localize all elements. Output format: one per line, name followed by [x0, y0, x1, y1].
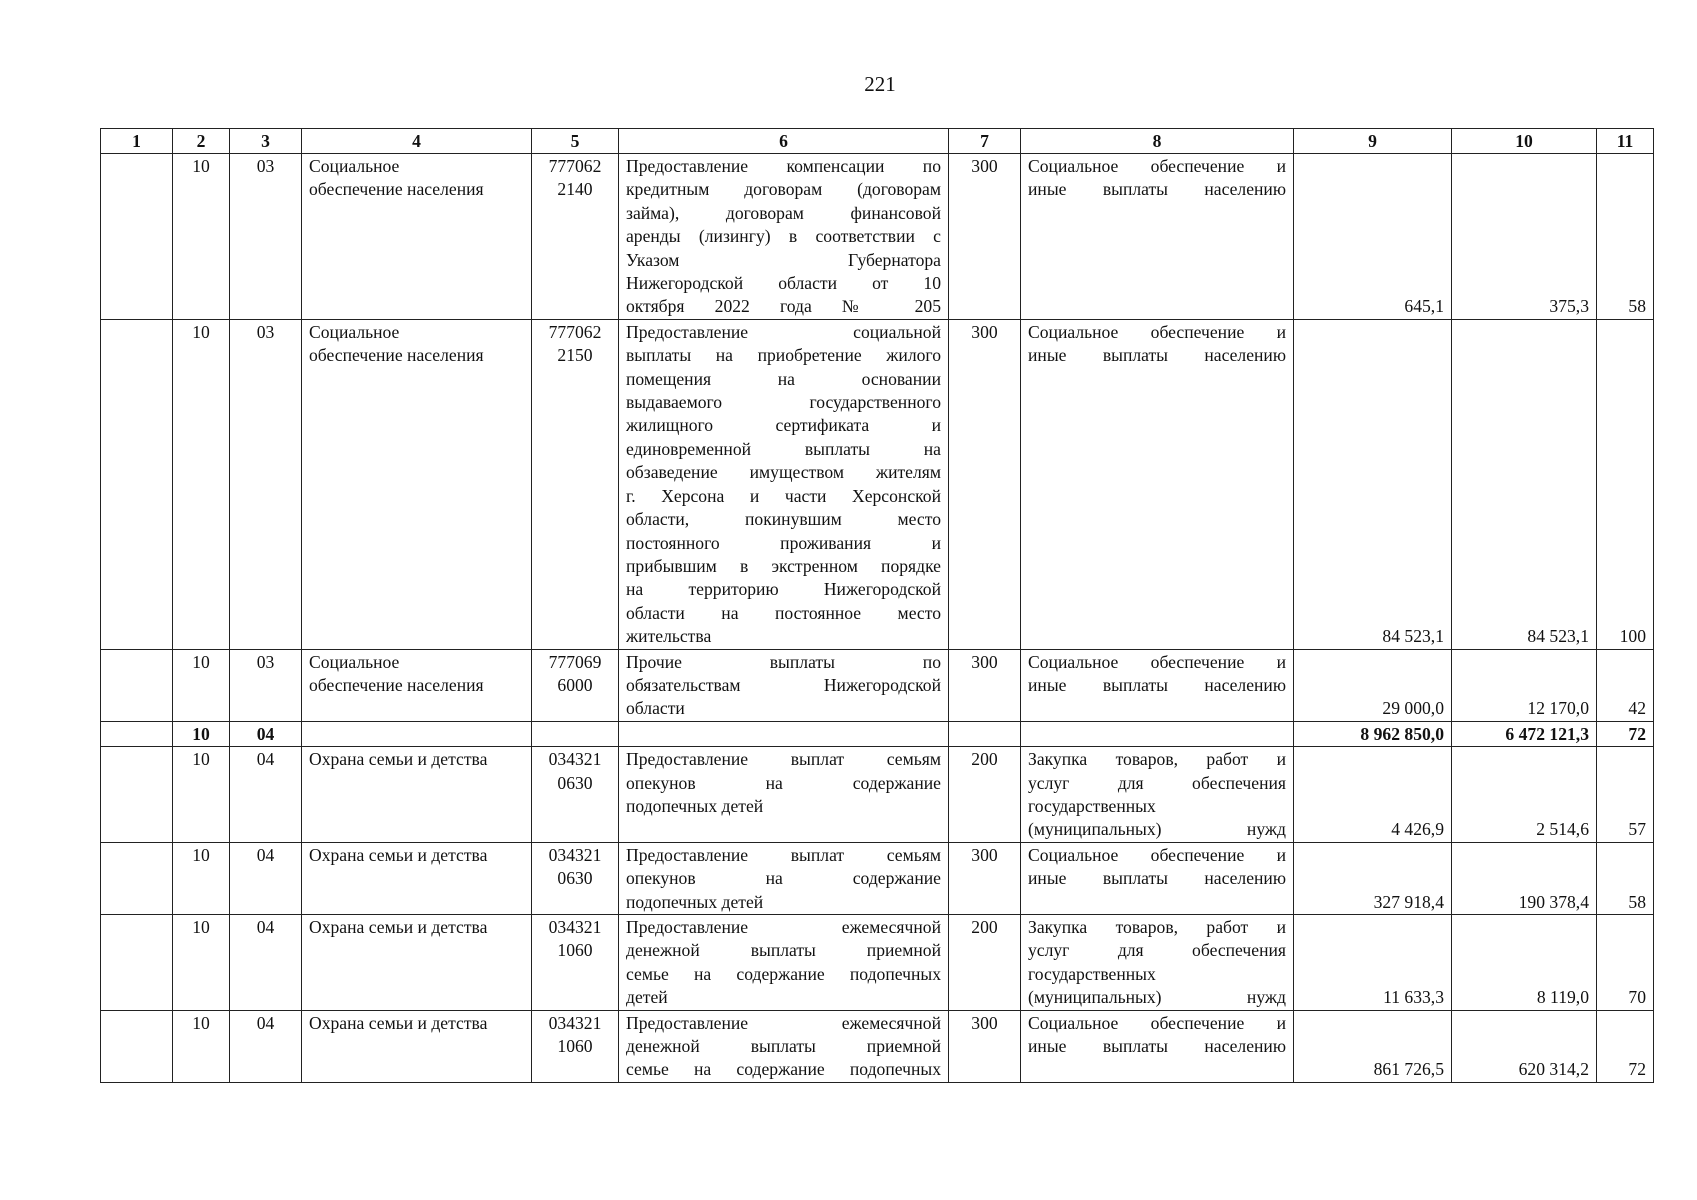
text-line: выдаваемого государственного: [626, 392, 941, 413]
expense-type-name-cell: [1021, 842, 1294, 914]
text-line: семье на содержание подопечных: [626, 1059, 941, 1080]
text-line: услуг для обеспечения: [1028, 772, 1286, 793]
col1-cell: [101, 842, 173, 914]
expense-type-code-cell: 300: [949, 649, 1021, 721]
table-row: [101, 154, 1654, 320]
execution-percent-cell: 42: [1597, 649, 1654, 721]
text-line: (муниципальных) нужд: [1028, 819, 1286, 840]
execution-percent-cell: 57: [1597, 747, 1654, 843]
text-line: детей: [626, 987, 668, 1008]
execution-percent-cell: 72: [1597, 721, 1654, 746]
text-line: Социальное обеспечение и: [1028, 651, 1286, 672]
text-line: Социальное обеспечение и: [1028, 844, 1286, 865]
text-line: иные выплаты населению: [1028, 674, 1286, 695]
col1-cell: [101, 154, 173, 320]
text-line: опекунов на содержание: [626, 772, 941, 793]
table-row: [101, 649, 1654, 721]
subsection-code-cell: 04: [230, 915, 302, 1011]
target-item-name-cell: [619, 1010, 949, 1082]
execution-percent-cell: 58: [1597, 154, 1654, 320]
col1-cell: [101, 915, 173, 1011]
table-row: [101, 842, 1654, 914]
expense-type-name-cell: [1021, 747, 1294, 843]
header-cell: 6: [619, 129, 949, 154]
text-line: подопечных детей: [626, 891, 764, 912]
execution-percent-cell: 58: [1597, 842, 1654, 914]
target-item-code-cell: 777062 2150: [532, 319, 619, 649]
text-line: опекунов на содержание: [626, 868, 941, 889]
planned-amount-cell: 11 633,3: [1294, 915, 1452, 1011]
header-cell: 4: [302, 129, 532, 154]
executed-amount-cell: 2 514,6: [1452, 747, 1597, 843]
target-item-code-cell: 777069 6000: [532, 649, 619, 721]
executed-amount-cell: 8 119,0: [1452, 915, 1597, 1011]
table-row: [101, 1010, 1654, 1082]
subsection-code-cell: 03: [230, 319, 302, 649]
col1-cell: [101, 319, 173, 649]
target-item-name-cell: [619, 649, 949, 721]
target-item-code-cell: 034321 0630: [532, 842, 619, 914]
table-row: [101, 915, 1654, 1011]
expense-type-code-cell: 200: [949, 747, 1021, 843]
expense-type-name-cell: [1021, 319, 1294, 649]
subsection-name-cell: Социальное обеспечение населения: [302, 649, 532, 721]
text-line: денежной выплаты приемной: [626, 940, 941, 961]
execution-percent-cell: 72: [1597, 1010, 1654, 1082]
subsection-name-cell: [302, 721, 532, 746]
text-line: Предоставление социальной: [626, 321, 941, 342]
subsection-code-cell: 04: [230, 842, 302, 914]
table-total-row: [101, 721, 1654, 746]
header-cell: 8: [1021, 129, 1294, 154]
executed-amount-cell: 620 314,2: [1452, 1010, 1597, 1082]
subsection-code-cell: 04: [230, 1010, 302, 1082]
text-line: Прочие выплаты по: [626, 651, 941, 672]
planned-amount-cell: 84 523,1: [1294, 319, 1452, 649]
planned-amount-cell: 645,1: [1294, 154, 1452, 320]
text-line: подопечных детей: [626, 795, 764, 816]
expense-type-code-cell: 300: [949, 319, 1021, 649]
page-number: 221: [864, 72, 896, 96]
header-cell: 3: [230, 129, 302, 154]
executed-amount-cell: 84 523,1: [1452, 319, 1597, 649]
executed-amount-cell: 190 378,4: [1452, 842, 1597, 914]
text-line: Социальное обеспечение и: [1028, 321, 1286, 342]
text-line: г. Херсона и части Херсонской: [626, 485, 941, 506]
expense-type-code-cell: [949, 721, 1021, 746]
text-line: единовременной выплаты на: [626, 438, 941, 459]
col1-cell: [101, 1010, 173, 1082]
section-code-cell: 10: [173, 1010, 230, 1082]
subsection-name-cell: Социальное обеспечение населения: [302, 319, 532, 649]
table-row: [101, 319, 1654, 649]
expense-type-name-cell: [1021, 915, 1294, 1011]
expense-type-code-cell: 200: [949, 915, 1021, 1011]
planned-amount-cell: 327 918,4: [1294, 842, 1452, 914]
subsection-code-cell: 04: [230, 747, 302, 843]
subsection-name-cell: Охрана семьи и детства: [302, 842, 532, 914]
planned-amount-cell: 4 426,9: [1294, 747, 1452, 843]
text-line: жительства: [626, 626, 712, 647]
header-cell: 11: [1597, 129, 1654, 154]
section-code-cell: 10: [173, 842, 230, 914]
section-code-cell: 10: [173, 154, 230, 320]
header-cell: 7: [949, 129, 1021, 154]
text-line: Предоставление ежемесячной: [626, 1012, 941, 1033]
target-item-code-cell: [532, 721, 619, 746]
execution-percent-cell: 100: [1597, 319, 1654, 649]
text-line: государственных: [1028, 795, 1156, 816]
subsection-name-cell: Охрана семьи и детства: [302, 1010, 532, 1082]
expense-type-code-cell: 300: [949, 154, 1021, 320]
section-code-cell: 10: [173, 721, 230, 746]
executed-amount-cell: 6 472 121,3: [1452, 721, 1597, 746]
header-cell: 10: [1452, 129, 1597, 154]
text-line: выплаты на приобретение жилого: [626, 345, 941, 366]
text-line: области: [626, 698, 685, 719]
section-code-cell: 10: [173, 649, 230, 721]
expense-type-name-cell: [1021, 649, 1294, 721]
col1-cell: [101, 649, 173, 721]
text-line: Предоставление ежемесячной: [626, 917, 941, 937]
target-item-name-cell: [619, 319, 949, 649]
text-line: на территорию Нижегородской: [626, 579, 941, 600]
text-line: октября 2022 года № 205: [626, 296, 941, 317]
planned-amount-cell: 861 726,5: [1294, 1010, 1452, 1082]
table-header-row: [101, 129, 1654, 154]
expense-type-name-cell: [1021, 1010, 1294, 1082]
target-item-code-cell: 777062 2140: [532, 154, 619, 320]
expense-type-code-cell: 300: [949, 842, 1021, 914]
text-line: помещения на основании: [626, 368, 941, 389]
target-item-code-cell: 034321 0630: [532, 747, 619, 843]
subsection-code-cell: 03: [230, 154, 302, 320]
col1-cell: [101, 747, 173, 843]
subsection-code-cell: 03: [230, 649, 302, 721]
execution-percent-cell: 70: [1597, 915, 1654, 1011]
text-line: Нижегородской области от 10: [626, 273, 941, 294]
target-item-name-cell: [619, 721, 949, 746]
executed-amount-cell: 12 170,0: [1452, 649, 1597, 721]
text-line: семье на содержание подопечных: [626, 963, 941, 984]
header-cell: 1: [101, 129, 173, 154]
text-line: займа), договорам финансовой: [626, 202, 941, 223]
text-line: обзаведение имуществом жителям: [626, 462, 941, 483]
text-line: прибывшим в экстренном порядке: [626, 555, 941, 576]
section-code-cell: 10: [173, 915, 230, 1011]
target-item-name-cell: [619, 915, 949, 1011]
text-line: кредитным договорам (договорам: [626, 179, 941, 200]
subsection-code-cell: 04: [230, 721, 302, 746]
table-row: [101, 747, 1654, 843]
text-line: иные выплаты населению: [1028, 179, 1286, 200]
header-cell: 2: [173, 129, 230, 154]
text-line: услуг для обеспечения: [1028, 940, 1286, 961]
section-code-cell: 10: [173, 319, 230, 649]
text-line: иные выплаты населению: [1028, 1036, 1286, 1057]
text-line: Предоставление выплат семьям: [626, 749, 941, 770]
text-line: области, покинувшим место: [626, 509, 941, 530]
target-item-name-cell: [619, 747, 949, 843]
budget-table: [100, 128, 1654, 1083]
text-line: Закупка товаров, работ и: [1028, 749, 1286, 770]
target-item-code-cell: 034321 1060: [532, 915, 619, 1011]
executed-amount-cell: 375,3: [1452, 154, 1597, 320]
text-line: (муниципальных) нужд: [1028, 987, 1286, 1008]
subsection-name-cell: Охрана семьи и детства: [302, 747, 532, 843]
header-cell: 9: [1294, 129, 1452, 154]
text-line: Предоставление компенсации по: [626, 156, 941, 176]
planned-amount-cell: 29 000,0: [1294, 649, 1452, 721]
expense-type-name-cell: [1021, 721, 1294, 746]
section-code-cell: 10: [173, 747, 230, 843]
text-line: иные выплаты населению: [1028, 345, 1286, 366]
text-line: постоянного проживания и: [626, 532, 941, 553]
text-line: государственных: [1028, 963, 1156, 984]
text-line: Социальное обеспечение и: [1028, 156, 1286, 176]
target-item-name-cell: [619, 842, 949, 914]
text-line: иные выплаты населению: [1028, 868, 1286, 889]
subsection-name-cell: Социальное обеспечение населения: [302, 154, 532, 320]
target-item-code-cell: 034321 1060: [532, 1010, 619, 1082]
text-line: Социальное обеспечение и: [1028, 1012, 1286, 1033]
text-line: обязательствам Нижегородской: [626, 674, 941, 695]
text-line: аренды (лизингу) в соответствии с: [626, 226, 941, 247]
col1-cell: [101, 721, 173, 746]
expense-type-name-cell: [1021, 154, 1294, 320]
planned-amount-cell: 8 962 850,0: [1294, 721, 1452, 746]
header-cell: 5: [532, 129, 619, 154]
target-item-name-cell: [619, 154, 949, 320]
subsection-name-cell: Охрана семьи и детства: [302, 915, 532, 1011]
text-line: жилищного сертификата и: [626, 415, 941, 436]
text-line: денежной выплаты приемной: [626, 1036, 941, 1057]
text-line: Указом Губернатора: [626, 249, 941, 270]
text-line: Закупка товаров, работ и: [1028, 917, 1286, 937]
text-line: области на постоянное место: [626, 602, 941, 623]
text-line: Предоставление выплат семьям: [626, 844, 941, 865]
expense-type-code-cell: 300: [949, 1010, 1021, 1082]
